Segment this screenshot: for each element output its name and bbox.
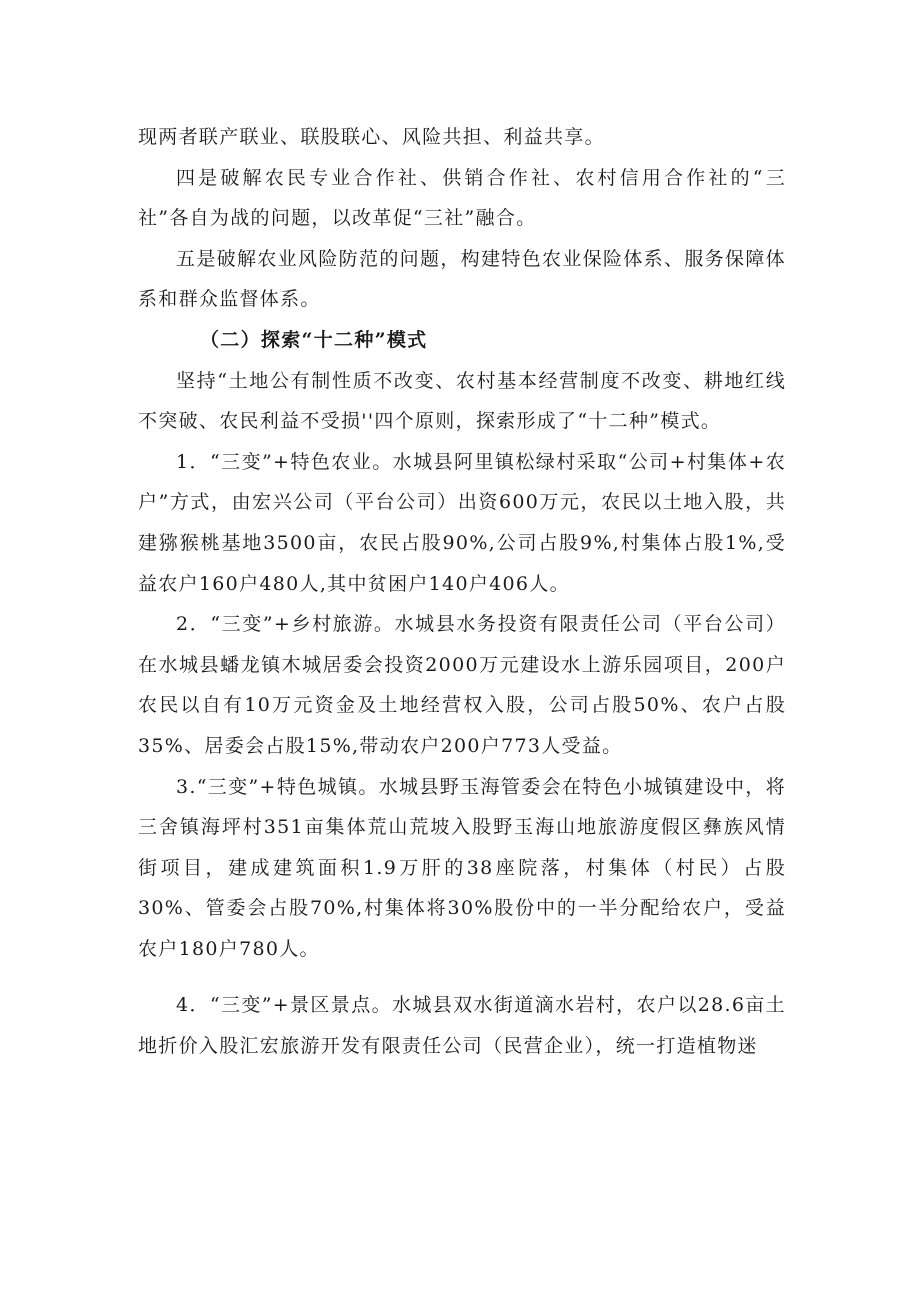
list-item-2: 2．“三变”+乡村旅游。水城县水务投资有限责任公司（平台公司）在水城县蟠龙镇木城居委会投资2000万元建设水上游乐园项目，200户农民以自有10万元资金及土地经营权入股，公司占股50%、农户占股35%、居委会占股15%,带动农户200户773人受益。 xyxy=(138,613,786,757)
paragraph-continuation: 现两者联产联业、联股联心、风险共担、利益共享。 xyxy=(138,126,605,148)
list-item-3: 3.“三变”+特色城镇。水城县野玉海管委会在特色小城镇建设中，将三舍镇海坪村351亩集体荒山荒坡入股野玉海山地旅游度假区彝族风情街项目，建成建筑面积1.9万肝的38座院落，村集体（村民）占股30%、管委会占股70%,村集体将30%股份中的一半分配给农户，受益农户180户780人。 xyxy=(138,775,786,960)
paragraph-principles: 坚持“土地公有制性质不改变、农村基本经营制度不改变、耕地红线不突破、农民利益不受损''四个原则，探索形成了“十二种”模式。 xyxy=(138,369,786,433)
document-body xyxy=(138,117,786,1067)
spacer xyxy=(138,969,786,985)
list-item-1: 1．“三变”+特色农业。水城县阿里镇松绿村采取“公司+村集体+农户”方式，由宏兴公司（平台公司）出资600万元，农民以土地入股，共建猕猴桃基地3500亩，农民占股90%,公司占股9%,村集体占股1%,受益农户160户480人,其中贫困户140户406人。 xyxy=(138,450,786,595)
list-item-4: 4．“三变”+景区景点。水城县双水街道滴水岩村，农户以28.6亩土地折价入股汇宏旅游开发有限责任公司（民营企业），统一打造植物迷 xyxy=(138,994,786,1058)
paragraph-point-four: 四是破解农民专业合作社、供销合作社、农村信用合作社的“三社”各自为战的问题，以改革促“三社”融合。 xyxy=(138,166,786,230)
section-heading: （二）探索“十二种”模式 xyxy=(200,328,428,351)
paragraph-point-five: 五是破解农业风险防范的问题，构建特色农业保险体系、服务保障体系和群众监督体系。 xyxy=(138,247,786,311)
